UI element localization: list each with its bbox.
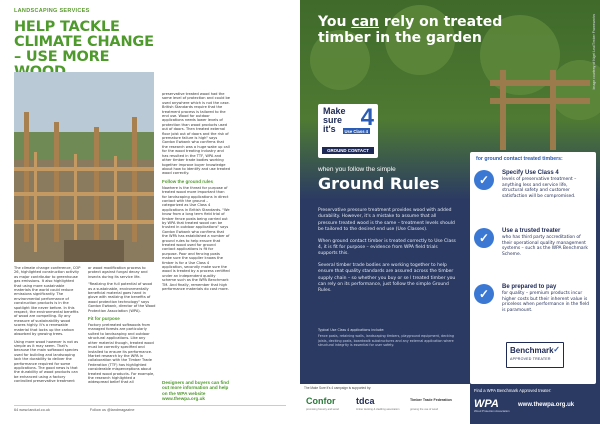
advert-title: You can rely on treated timber in the garden [318, 14, 503, 46]
confor-logo: Confor [306, 396, 336, 406]
paragraph: Several timber trade bodies are working together to help ensure that quality standards are assured across the timber supply chain – so whether you buy or se l treated timber you can rely on its performance, just follow the simple Ground Rules. [318, 262, 456, 294]
panel-heading: for ground contact treated timbers: [476, 156, 563, 162]
construction-photo [14, 72, 154, 262]
section-kicker: LANDSCAPING SERVICES [14, 8, 90, 14]
paragraph: Nowhere is the threat for purpose of treated wood more important than for landscaping applications in direct contact with the ground – categorized as Use Class 4 applications in British Standards. "We know from a long term field trial of timber fence posts being carried out by WPA that treated wood can be trusted in outdoor applications" says Gordon Ewbank who confirms that the WPA has established a number of ground rules to help ensure that treated wood used for ground contact applications is fit for purpose. Poor and fencing posts make sure the supplier knows the timber is for a Use Class 4 application, secondly make sure the wood is treated by a process certified under an independent quality scheme such as the WPA Benchmark TM. And finally, remember that high performance materials do cost more. [162, 185, 230, 292]
ttf-tagline: growing the use of wood [410, 408, 439, 411]
ground-rules-panel: for ground contact treated timbers: ✓ Specify Use Class 4 levels of preservative treatment – anything less and service life, structural safety and customer satisfaction will be compromised. ✓ Use a trusted treater who has third party accreditation of their operational quality management systems – such as the WPA Benchmark Scheme. ✓ Be prepared to pay for quality – premium products incur higher costs but their inherent value is priceless when performance in the field is paramount. Benchmark APPROVED TREATER ✓ [470, 152, 596, 384]
social-handle: Follow us @landmagazine [89, 408, 135, 412]
supported-by-text: The Make Sure it's 4 campaign is supported by: [304, 386, 372, 390]
supporters-band [300, 384, 470, 424]
ground-rules-heading: Ground Rules [318, 174, 440, 193]
check-icon: ✓ [474, 170, 494, 190]
check-icon: ✓ [474, 284, 494, 304]
column-3 [162, 92, 230, 294]
image-credit: Image courtesy of Nigel Lea/Timber Frameworks [592, 14, 596, 90]
find-treater-text: Find a WPA Benchmark Approved treater: [474, 388, 552, 393]
wpa-logo: WPA [474, 398, 499, 410]
paragraph: Factory pretreated softwoods from managed forests are particularly suited to landscaping and outdoor structural applications. Like any other material though, treated wood must be correctly specified and installed to ensure its performance. Market research by the WPA in collaboration with the Timber Trade Federation (TTF) has highlighted considerable misperceptions about treated wood products. For example, the research highlighted a widespread belief that all [88, 323, 155, 385]
check-icon: ✓ [553, 345, 560, 354]
paragraph: When ground contact timber is treated correctly to Use Class 4, it is fit for purpose – evidence from WPA field trials supports this. [318, 238, 456, 257]
emphasis-can: can [351, 14, 380, 30]
paragraph: Using more wood however is not as simple as it may seem. That's because the main softwood species used for building and landscaping lack the durability to deliver the performance required for some applications. The good news is that the durability of wood products can be enhanced using a factory controlled preservative treatment [14, 339, 79, 384]
tdca-logo: tdca [356, 396, 375, 406]
page-number: 64 www.landud.co.uk [14, 408, 50, 412]
right-page-advert [300, 0, 600, 424]
ttf-logo: Timber Trade Federation [410, 398, 452, 402]
make-sure-its-4-logo: Make sure it's Use Class 4 4 GROUND CONTACT [318, 104, 378, 158]
wpa-website-link[interactable]: www.thewpa.org.uk [518, 402, 575, 408]
wpa-logo-caption: Wood Protection Association [474, 409, 510, 413]
column-2 [88, 266, 156, 388]
subheading-fit-for-purpose: Fit for purpose [88, 316, 120, 322]
typical-applications: Typical Use Class 4 applications include: Fence posts, retaining walls, landscaping timbers, playground equipment, decking joists, decking posts, boardwalk substructures and any external application where structural integrity is essential for user safety. [318, 328, 454, 348]
subheading-ground-rules: Follow the ground rules [162, 178, 213, 184]
paragraph: or wood modification process to protect against fungal decay and insects during its service life. [88, 266, 148, 279]
confor-tagline: promoting forestry and wood [306, 408, 339, 411]
column-1 [14, 266, 82, 387]
follow-text: when you follow the simple [318, 166, 396, 173]
website-callout: Designers and buyers can find out more information and help on the WPA website www.thewpa.org.uk [162, 380, 229, 402]
paragraph: Preservative pressure treatment provides wood with added durability. However, it's a mistake to assume that all pressure treated wood is the same – treatment levels should be tailored to the desired end use (Use Classes). [318, 208, 455, 233]
benchmark-logo: Benchmark APPROVED TREATER ✓ [506, 342, 564, 368]
check-icon: ✓ [474, 228, 494, 248]
paragraph: The climate change conference, COP 26, highlighted construction activity as major contributor to greenhouse gas emissions. It also highlighted that using more sustainable materials the world could reduce emissions significantly. The environmental performance of construction products is in the spotlight like never before. In this respect, the environmental benefits of wood are compelling. By any measure of sustainability wood scores highly. It's a renewable material that locks up the carbon absorbed by growing trees. [14, 266, 81, 337]
paragraph: "Realizing the full potential of wood as a sustainable, environmentally beneficial material goes hand in glove with realizing the benefits of wood protection technology" says Gordon Ewbank, director of the Wood Protection Association (WPA). [88, 282, 156, 313]
tdca-tagline: timber decking & cladding association [356, 408, 400, 411]
advert-body [318, 208, 456, 300]
article-headline: HELP TACKLE CLIMATE CHANGE – USE MORE [14, 19, 154, 65]
page-footer [14, 405, 286, 412]
paragraph: preservative treated wood had the same level of protection and could be used anywhere which is not the case. British Standards require that the treatment process is tailored to the end use. Wood for outdoor applications needs lower levels of protection than wood products used out of doors. Then treated external floor joist out of doors and the risk of premature failure is high" says Gordon Ewbank who confirms that the research was a huge wake up call for the wood treating industry and has resulted in the TTF, WPA and other timber trade bodies working together improve buyer knowledge about how to identify and use treated wood correctly. [162, 92, 230, 176]
